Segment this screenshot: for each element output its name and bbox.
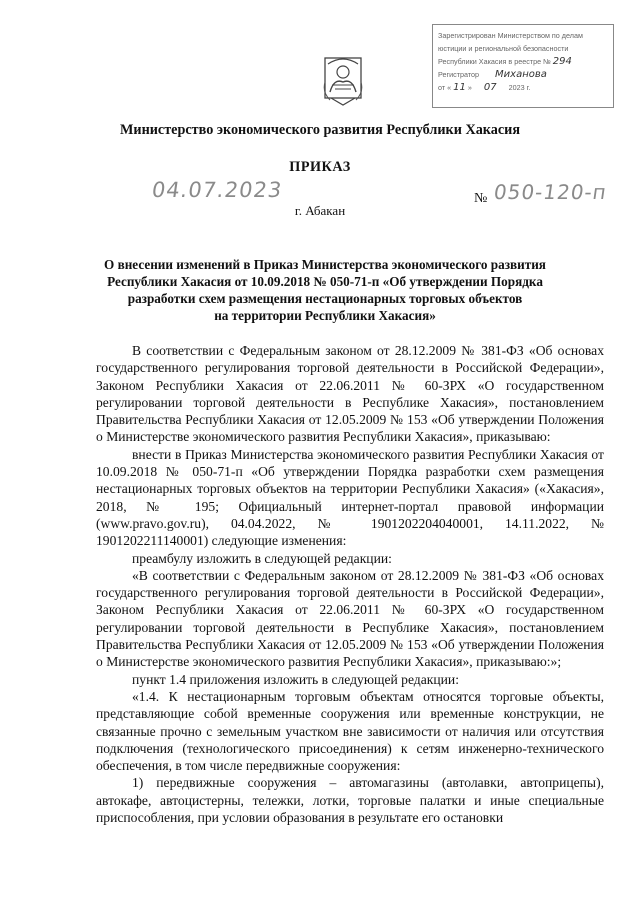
city: г. Абакан (294, 203, 346, 218)
order-number-handwritten: 050-120-п (492, 180, 609, 204)
document-type: ПРИКАЗ (289, 159, 351, 175)
paragraph-preamble: В соответствии с Федеральным законом от 28.12.2009 № 381-ФЗ «Об основах государственного регулирования торговой деятельности в Российской Федерации», Законом Республики Хакасия от 22.06.2011 № 60-ЗРХ «О государственном регулировании торговой деятельности в Республике Хакасия», постановлением Правительства Республики Хакасия от 12.05.2009 № 153 «Об утверждении Положения о Министерстве экономического развития Республики Хакасия», приказываю: (96, 343, 604, 445)
paragraph-new-preamble: «В соответствии с Федеральным законом от 28.12.2009 № 381-ФЗ «Об основах государственного регулирования торговой деятельности в Российской Федерации», Законом Республики Хакасия от 22.06.2011 № 60-ЗРХ «О государственном регулировании торговой деятельности в Республике Хакасия», постановлением Правительства Республики Хакасия от 12.05.2009 № 153 «Об утверждении Положения о Министерстве экономического развития Республики Хакасия», приказываю:»; (96, 567, 604, 670)
title-line: на территории Республики Хакасия» (214, 308, 436, 323)
stamp-registry-number: 294 (552, 56, 572, 67)
stamp-line-4 (438, 68, 608, 81)
document-title (96, 256, 554, 324)
paragraph-amend: внести в Приказ Министерства экономического развития Республики Хакасия от 10.09.2018 № 050-71-п «Об утверждении Порядка разработки схем размещения нестационарных торговых объектов на территории Республики Хакасия» («Хакасия», 2018, № 195; Официальный интернет-портал правовой информации (www.pravo.gov.ru), 04.04.2022, № 1901202204040001, 14.11.2022, № 1901202211140001) следующие изменения: (96, 446, 604, 549)
registration-stamp (432, 24, 614, 108)
order-number-label: № (474, 191, 488, 206)
ministry-name: Министерство экономического развития Республики Хакасия (120, 122, 520, 138)
document-body (96, 342, 604, 826)
stamp-date-mid: » (467, 83, 472, 92)
stamp-line-2: юстиции и региональной безопасности (438, 44, 569, 53)
title-line: разработки схем размещения нестационарных торговых объектов (127, 291, 523, 306)
stamp-registrar-label: Регистратор (438, 70, 480, 79)
title-line: Республики Хакасия от 10.09.2018 № 050-71-п «Об утверждении Порядка (107, 274, 543, 289)
stamp-date-month: 07 (483, 82, 497, 93)
coat-of-arms-icon (322, 52, 364, 108)
title-line: О внесении изменений в Приказ Министерства экономического развития (104, 257, 546, 272)
stamp-registry-label: Республики Хакасия в реестре № (438, 57, 551, 66)
paragraph-item-instruction: пункт 1.4 приложения изложить в следующей редакции: (132, 671, 459, 687)
stamp-date-year: 2023 г. (508, 83, 531, 92)
stamp-registrar-signature: Миханова (495, 69, 547, 80)
stamp-date-prefix: от « (438, 83, 452, 92)
paragraph-preamble-instruction: преамбулу изложить в следующей редакции: (132, 550, 392, 566)
order-date-handwritten: 04.07.2023 (150, 178, 284, 202)
stamp-line-3 (438, 55, 608, 68)
stamp-line-1: Зарегистрирован Министерством по делам (438, 31, 583, 40)
stamp-date-day: 11 (453, 82, 466, 93)
paragraph-item-1-4: «1.4. К нестационарным торговым объектам относятся торговые объекты, представляющие собой временные сооружения или временные конструкции, не связанные прочно с земельным участком вне зависимости от наличия или отсутствия подключения (технологического присоединения) к сетям инженерно-технического обеспечения, в том числе передвижные сооружения: (96, 688, 604, 774)
paragraph-subitem-1: 1) передвижные сооружения – автомагазины (автолавки, автоприцепы), автокафе, автоцистерны, тележки, лотки, торговые палатки и иные специальные приспособления, при условии образования в результате его остановки (96, 775, 604, 826)
stamp-line-5 (438, 81, 608, 94)
